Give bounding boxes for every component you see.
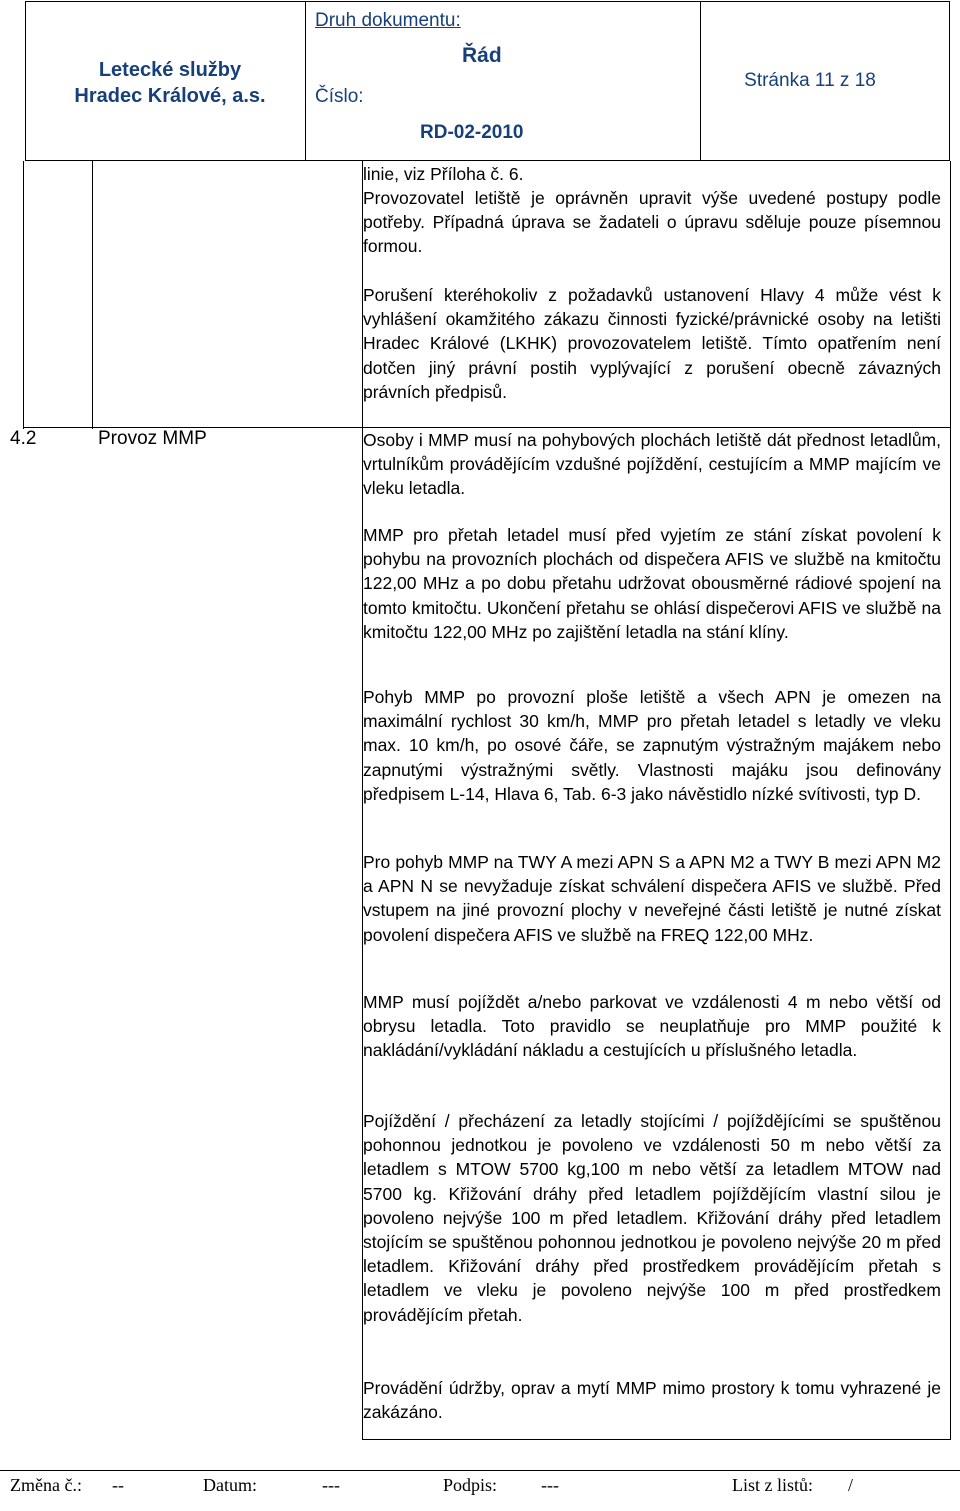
sheets-value: / [848,1475,854,1495]
page-number: Stránka 11 z 18 [744,70,876,91]
section-paragraph: Pro pohyb MMP na TWY A mezi APN S a APN M2 a TWY B mezi APN M2 a APN N se nevyžaduje získat schválení dispečera AFIS ve službě. Před vstupem na jiné provozní plochy v neveřejné části letiště je nutné získat povolení dispečera AFIS ve službě na FREQ 122,00 MHz. [363,852,941,945]
section-paragraph: Osoby i MMP musí na pohybových plochách letiště dát přednost letadlům, vrtulníkům provádějícím vzdušné pojíždění, cestujícím a MMP majícím ve vleku letadla. [363,430,941,499]
date-label: Datum: [203,1475,257,1495]
continuation-paragraph: Porušení kteréhokoliv z požadavků ustanovení Hlavy 4 může vést k vyhlášení okamžitého zákazu činnosti fyzické/právnické osoby na letišti Hradec Králové (LKHK) provozovatelem letiště. Tímto opatřením není dotčen jiný právní postih vyplývající z porušení obecně závazných právních předpisů. [363,285,941,402]
doc-number-label: Číslo: [315,86,364,107]
doc-type-label: Druh dokumentu: [315,10,461,31]
section-paragraph: MMP musí pojíždět a/nebo parkovat ve vzdálenosti 4 m nebo větší od obrysu letadla. Toto pravidlo se neuplatňuje pro MMP použité k nakládání/vykládání nákladu a cestujících u příslušného letadla. [363,992,941,1061]
body-right-border [950,161,951,1440]
doc-number: RD-02-2010 [420,122,524,143]
footer-top-rule [0,1470,960,1471]
section-paragraph: Provádění údržby, oprav a mytí MMP mimo prostory k tomu vyhrazené je zakázáno. [363,1378,941,1423]
body-left-border [23,161,24,429]
sheets-label: List z listů: [732,1475,813,1495]
change-label: Změna č.: [10,1475,82,1495]
continuation-line: linie, viz Příloha č. 6. [363,164,524,184]
org-line-1: Letecké služby [98,59,242,81]
signature-value: --- [541,1475,559,1495]
continuation-paragraph: Provozovatel letiště je oprávněn upravit výše uvedené postupy podle potřeby. Případná úprava se žadateli o úpravu sděluje pouze písemnou formou. [363,188,941,257]
section-paragraph: MMP pro přetah letadel musí před vyjetím ze stání získat povolení k pohybu na provozních plochách od dispečera AFIS ve službě na kmitočtu 122,00 MHz a po dobu přetahu udržovat obousměrné rádiové spojení na tomto kmitočtu. Ukončení přetahu se ohlásí dispečerovi AFIS ve službě na kmitočtu 122,00 MHz po zajištění letadla na stání klíny. [363,525,941,642]
section-title: Provoz MMP [98,428,207,449]
section-number: 4.2 [10,428,37,449]
body-bottom-rule [362,1439,951,1440]
section-paragraph: Pohyb MMP po provozní ploše letiště a všech APN je omezen na maximální rychlost 30 km/h, MMP pro přetah letadel s letadly ve vleku max. 10 km/h, po osové čáře, se zapnutým výstražným majákem nebo zapnutými výstražnými světly. Vlastnosti majáku jsou definovány předpisem L-14, Hlava 6, Tab. 6-3 jako návěstidlo nízké svítivosti, typ D. [363,687,941,804]
org-line-2: Hradec Králové, a.s. [74,85,266,107]
organization-name [25,57,315,109]
doc-type: Řád [462,44,502,67]
body-column-divider [92,161,93,429]
section-paragraph: Pojíždění / přecházení za letadly stojícími / pojíždějícími se spuštěnou pohonnou jednotkou je povoleno ve vzdálenosti 50 m nebo větší za letadlem s MTOW 5700 kg,100 m nebo větší za letadlem MTOW nad 5700 kg. Křižování dráhy před letadlem pojíždějícím vlastní silou je povoleno nejvýše 100 m před letadlem. Křižování dráhy před letadlem stojícím se spuštěnou pohonnou jednotkou je povoleno nejvýše 20 m před letadlem. Křižování dráhy před prostředkem provádějícím přetah s letadlem ve vleku je povoleno nejvýše 100 m před prostředkem provádějícím přetah. [363,1111,941,1325]
change-value: -- [112,1475,124,1495]
signature-label: Podpis: [443,1475,498,1495]
date-value: --- [322,1475,340,1495]
